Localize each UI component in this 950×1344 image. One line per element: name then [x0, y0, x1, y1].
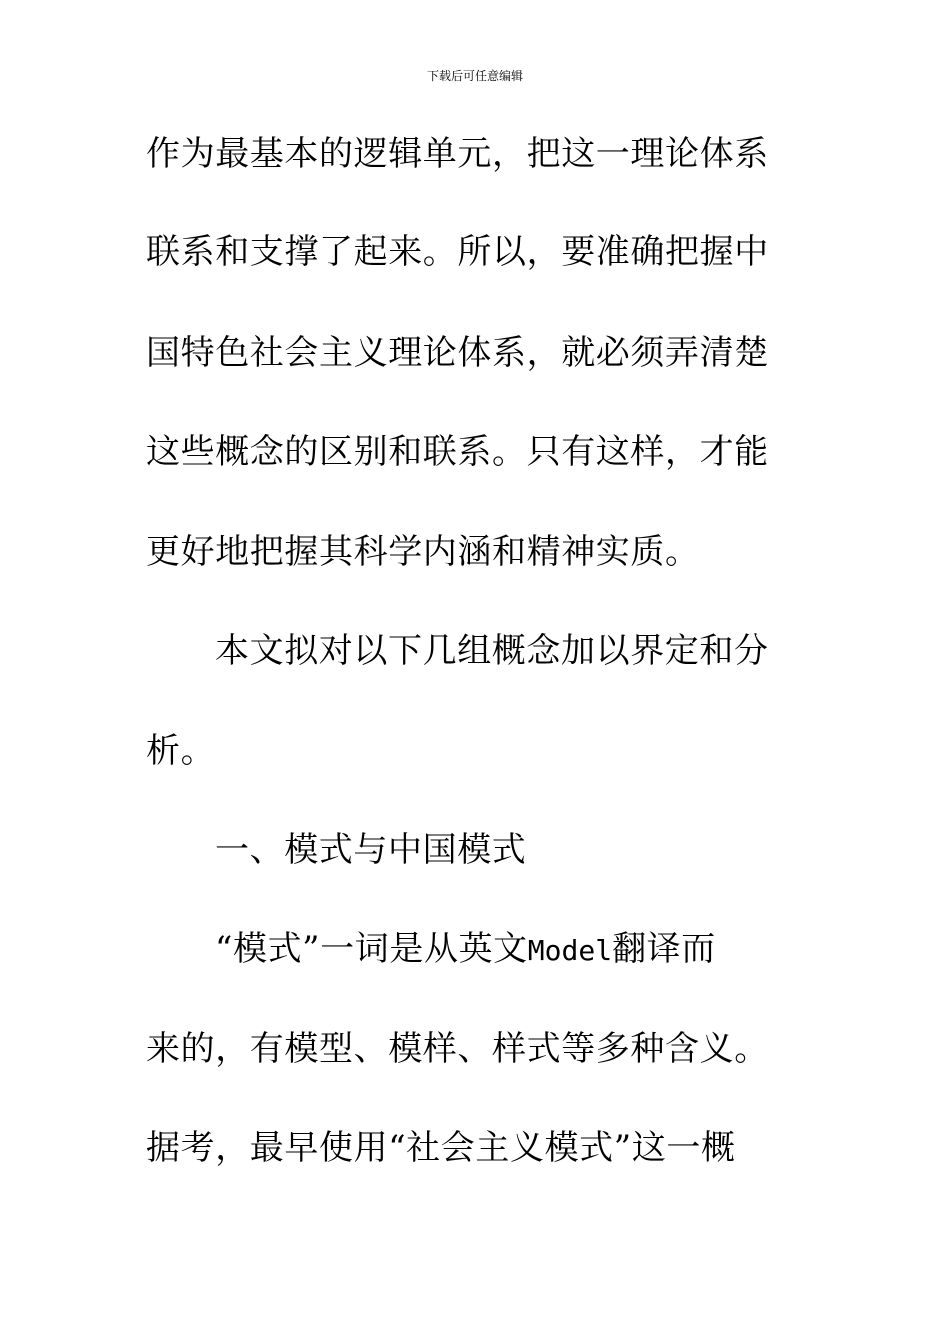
body-text-line-5: 更好地把握其科学内涵和精神实质。	[146, 532, 700, 572]
section-heading: 一、模式与中国模式	[215, 830, 527, 870]
paragraph-model-text-after: 翻译而	[612, 929, 716, 969]
header-note: 下载后可任意编辑	[426, 69, 523, 83]
paragraph-model-text-before: “模式”一词是从英文	[215, 929, 528, 969]
paragraph-model-line-2: 来的，有模型、模样、样式等多种含义。	[146, 1029, 769, 1069]
body-text-line-1: 作为最基本的逻辑单元，把这一理论体系	[146, 134, 769, 174]
body-text-line-2: 联系和支撑了起来。所以，要准确把握中	[146, 232, 769, 272]
paragraph-model-line-1	[215, 929, 716, 969]
english-term-model: Model	[527, 934, 613, 967]
body-text-line-3: 国特色社会主义理论体系，就必须弄清楚	[146, 333, 769, 373]
body-text-line-4: 这些概念的区别和联系。只有这样，才能	[146, 432, 769, 472]
paragraph-intro-line-2: 析。	[146, 731, 216, 771]
paragraph-model-line-3: 据考，最早使用“社会主义模式”这一概	[146, 1128, 736, 1168]
paragraph-intro-line-1: 本文拟对以下几组概念加以界定和分	[215, 631, 769, 671]
